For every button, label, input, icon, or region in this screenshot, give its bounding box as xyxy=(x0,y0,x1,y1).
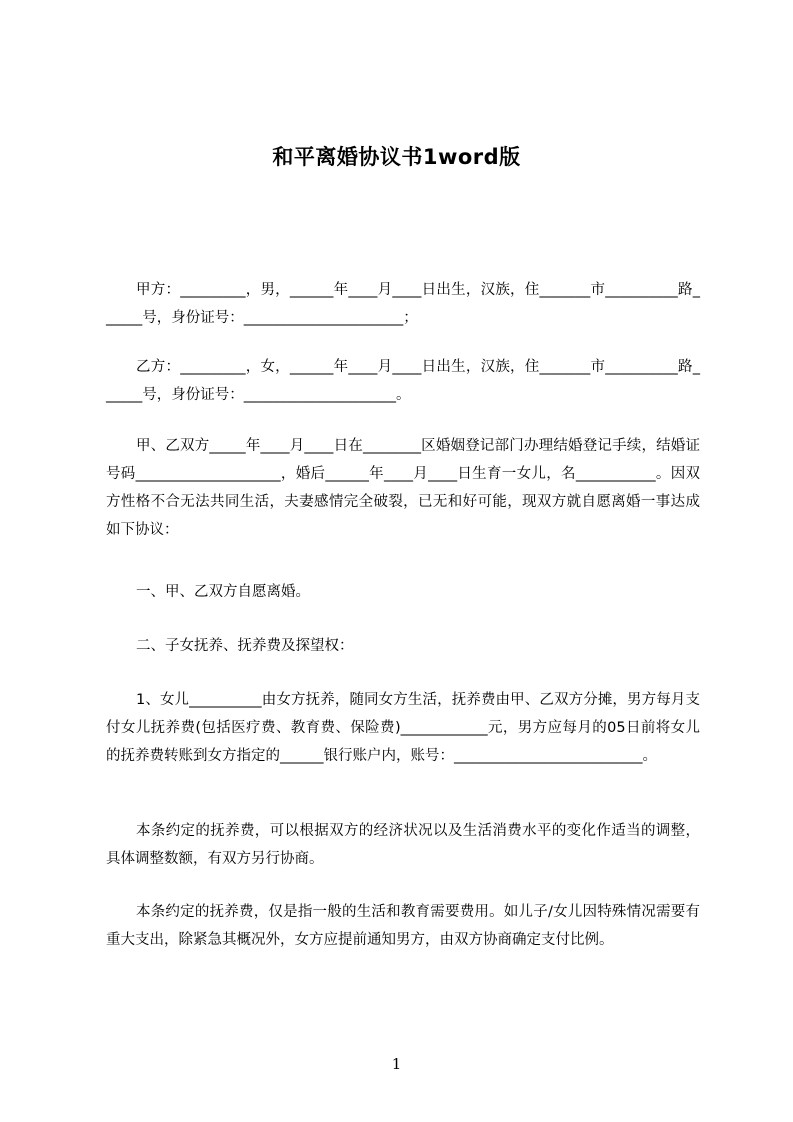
document-title: 和平离婚协议书1word版 xyxy=(272,145,521,169)
page-number: 1 xyxy=(391,1055,402,1073)
marriage-info-paragraph: 甲、乙双方_____年____月____日在________区婚姻登记部门办理结婚登记手续，结婚证号码____________________，婚后______年____月____日生育一女儿，名___________。因双方性格不合无法共同生活，夫妻感情完全破裂，已无和好可能，现双方就自愿离婚一事达成如下协议： xyxy=(106,438,700,538)
support-adjustment-paragraph: 本条约定的抚养费，可以根据双方的经济状况以及生活消费水平的变化作适当的调整，具体调整数额，有双方另行协商。 xyxy=(106,823,700,867)
clause-one-heading: 一、甲、乙双方自愿离婚。 xyxy=(136,584,310,600)
child-support-paragraph: 1、女儿__________由女方抚养，随同女方生活，抚养费由甲、乙双方分摊，男方每月支付女儿抚养费(包括医疗费、教育费、保险费)____________元，男方应每月的05日前将女儿的抚养费转账到女方指定的______银行账户内，账号：__________________________。 xyxy=(106,692,700,764)
support-scope-paragraph: 本条约定的抚养费，仅是指一般的生活和教育需要费用。如儿子/女儿因特殊情况需要有重大支出，除紧急其概况外，女方应提前通知男方，由双方协商确定支付比例。 xyxy=(106,904,700,948)
clause-two-heading: 二、子女抚养、抚养费及探望权： xyxy=(136,638,354,654)
party-a-paragraph: 甲方：_________，男，______年____月____日出生，汉族，住_______市__________路______号，身份证号：______________________； xyxy=(106,282,700,326)
party-b-paragraph: 乙方：_________，女，______年____月____日出生，汉族，住_______市__________路______号，身份证号：_____________________。 xyxy=(106,359,700,403)
